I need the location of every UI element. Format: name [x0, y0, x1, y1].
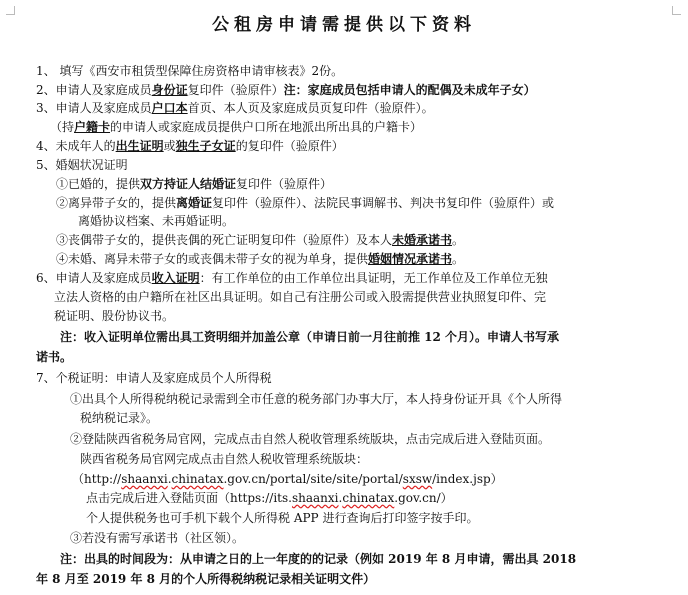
text-segment: chinatax: [171, 472, 224, 486]
text-segment: ③若没有需写承诺书（社区领）。: [70, 531, 245, 545]
text-segment: 注：出具的时间段为：从申请之日的上一年度的的记录（例如 2019 年 8 月申请，需出具 2018: [60, 552, 577, 566]
text-segment: 收入证明: [151, 271, 200, 285]
text-segment: 或: [163, 139, 176, 153]
text-line-l4: [36, 138, 344, 154]
text-segment: 。: [452, 233, 465, 247]
text-line-l7b2: [80, 451, 368, 467]
text-segment: 陕西省税务局官网完成点击自然人税收管理系统版块：: [80, 452, 369, 466]
text-segment: 离婚证: [176, 196, 213, 210]
text-segment: 户籍卡: [74, 120, 111, 134]
text-line-l3b: [50, 119, 422, 135]
text-segment: .gov.cn/）: [394, 491, 453, 505]
text-segment: 税纳税记录》。: [80, 411, 159, 425]
text-segment: ④未婚、离异未带子女的或丧偶未带子女的视为单身，提供: [56, 252, 369, 266]
text-segment: 个人提供税务也可手机下载个人所得税 APP 进行查询后打印签字按手印。: [86, 511, 479, 525]
text-line-l6n: [60, 329, 559, 345]
text-segment: /index.jsp）: [432, 472, 503, 486]
text-segment: 注：家庭成员包括申请人的配偶及未成年子女）: [283, 83, 536, 97]
text-segment: 2、申请人及家庭成员: [36, 83, 152, 97]
text-segment: 的申请人或家庭成员提供户口所在地派出所出具的户籍卡）: [110, 120, 423, 134]
text-segment: 首页、本人页及家庭成员页复印件（验原件）。: [187, 101, 434, 115]
text-line-l6b: [54, 289, 546, 305]
text-line-l5b2: [78, 213, 234, 229]
text-line-l7b: [70, 431, 550, 447]
text-line-ln2: [36, 571, 375, 587]
text-line-l5a: [56, 176, 332, 192]
text-segment: 1、 填写《西安市租赁型保障住房资格申请审核表》2份。: [36, 64, 344, 78]
text-line-l7b4: [86, 490, 453, 506]
text-segment: 3、申请人及家庭成员: [36, 101, 152, 115]
text-line-l7a: [70, 391, 562, 407]
text-segment: 6、申请人及家庭成员: [36, 271, 152, 285]
text-line-l5c: [56, 232, 464, 248]
text-segment: ②登陆陕西省税务局官网，完成点击自然人税收管理系统版块，点击完成后进入登陆页面。: [70, 432, 551, 446]
text-segment: 注：收入证明单位需出具工资明细并加盖公章（申请日前一月往前推 12 个月）。申请人书写承: [60, 330, 560, 344]
text-segment: .: [167, 472, 172, 486]
text-line-l6c: [54, 308, 174, 324]
text-line-l5d: [56, 251, 464, 267]
text-line-l1: [36, 63, 343, 79]
text-segment: ③丧偶带子女的，提供丧偶的死亡证明复印件（验原件）及本人: [56, 233, 393, 247]
text-segment: shaanxi: [291, 491, 339, 505]
text-segment: sxsw: [402, 472, 433, 486]
text-line-l6n2: [36, 349, 72, 365]
text-segment: 年 8 月至 2019 年 8 月的个人所得税纳税记录相关证明文件）: [36, 572, 376, 586]
text-segment: 复印件（验原件）: [236, 177, 333, 191]
text-segment: .: [338, 491, 343, 505]
text-segment: 4、未成年人的: [36, 139, 116, 153]
text-segment: 。: [452, 252, 465, 266]
text-segment: 出生证明: [115, 139, 164, 153]
text-line-l5b: [56, 195, 554, 211]
text-line-l7: [36, 370, 272, 386]
text-segment: 婚姻情况承诺书: [368, 252, 453, 266]
text-segment: 双方持证人结婚证: [140, 177, 237, 191]
text-segment: shaanxi: [121, 472, 168, 486]
text-segment: ①出具个人所得税纳税记录需到全市任意的税务部门办事大厅，本人持身份证开具《个人所得: [70, 392, 563, 406]
text-line-l7b5: [86, 510, 478, 526]
text-line-l3: [36, 100, 434, 116]
text-segment: chinatax: [342, 491, 395, 505]
text-segment: 立法人资格的由户籍所在社区出具证明。如自己有注册公司或入股需提供营业执照复印件、完: [54, 290, 547, 304]
text-segment: 诺书。: [36, 350, 73, 364]
text-segment: 身份证: [151, 83, 188, 97]
text-line-l5: [36, 157, 128, 173]
text-segment: 复印件（验原件）、法院民事调解书、判决书复印件（验原件）或: [212, 196, 555, 210]
text-line-l7b3: [72, 471, 503, 487]
text-segment: 复印件（验原件）: [187, 83, 284, 97]
text-segment: 税证明、股份协议书。: [54, 309, 175, 323]
text-line-l7a2: [80, 410, 158, 426]
text-line-ln1: [60, 551, 576, 567]
text-segment: 点击完成后进入登陆页面（https://its.: [86, 491, 292, 505]
text-segment: 5、婚姻状况证明: [36, 158, 128, 172]
document-title: 公租房申请需提供以下资料: [212, 15, 476, 35]
text-segment: 7、个税证明：申请人及家庭成员个人所得税: [36, 371, 272, 385]
text-segment: 独生子女证: [175, 139, 236, 153]
text-segment: ②离异带子女的，提供: [56, 196, 177, 210]
text-segment: 户口本: [151, 101, 188, 115]
text-line-l6: [36, 270, 548, 286]
text-segment: （http://: [72, 472, 122, 486]
text-segment: ①已婚的，提供: [56, 177, 141, 191]
text-segment: 未婚承诺书: [392, 233, 453, 247]
text-segment: 离婚协议档案、未再婚证明。: [78, 214, 235, 228]
text-segment: 的复印件（验原件）: [235, 139, 344, 153]
text-line-l2: [36, 82, 536, 98]
text-segment: （持: [50, 120, 75, 134]
text-segment: .gov.cn/portal/site/site/portal/: [223, 472, 403, 486]
text-segment: ：有工作单位的由工作单位出具证明，无工作单位及工作单位无独: [199, 271, 548, 285]
text-line-l7c: [70, 530, 244, 546]
